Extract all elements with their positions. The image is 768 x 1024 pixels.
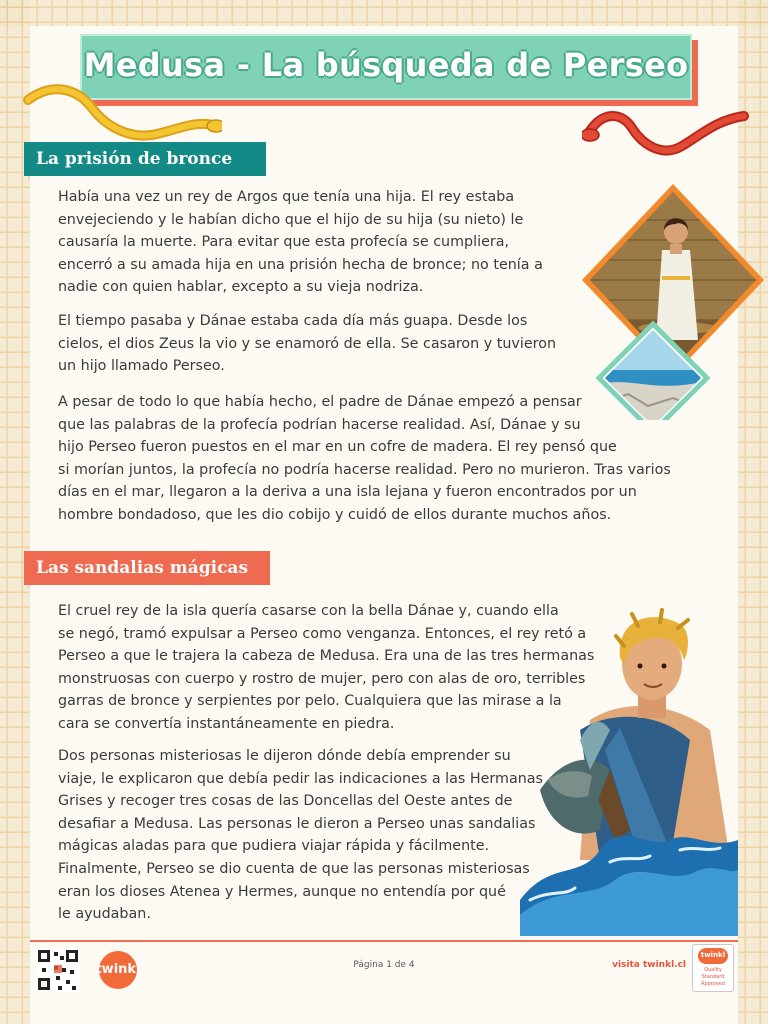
- greek-key-border-top: [0, 0, 768, 26]
- paragraph: Dos personas misteriosas le dijeron dónde debía emprender su viaje, le explicaron que debía pedir las indicaciones a las Hermanas Grises y recoger tres cosas de las Doncellas del Oeste antes de desafiar a Medusa. Las personas le dieron a Perseo unas sandalias mágicas aladas para que pudiera viajar rápida y fácilmente. Finalmente, Perseo se dio cuenta de que las personas misteriosas eran los dioses Atenea y Hermes, aunque no entendía por qué le ayudaban.: [58, 748, 543, 923]
- paragraph: A pesar de todo lo que había hecho, el padre de Dánae empezó a pensar que las palabras de la profecía podrían hacerse realidad. Así, Dánae y su hijo Perseo fueron puestos en el mar en un cofre de madera. El rey pensó que si morían juntos, la profecía no podría hacerse realidad. Pero no murieron. Tras varios días en el mar, llegaron a la deriva a una isla lejana y fueron encontrados por un hombre bondadoso, que les dio cobijo y cuidó de ellos durante muchos años.: [58, 394, 671, 523]
- page-title: Medusa - La búsqueda de Perseo: [83, 46, 689, 84]
- section-heading-bronze-prison: La prisión de bronce: [24, 142, 266, 176]
- footer-divider: [30, 940, 738, 942]
- badge-caption: Quality Standard Approved: [701, 967, 725, 987]
- paragraph: Había una vez un rey de Argos que tenía una hija. El rey estaba envejeciendo y le habían dicho que el hijo de su hija (su nieto) le causaría la muerte. Para evitar que esta profecía se cumpliera, encerró a su amada hija en una prisión hecha de bronce; no tenía a nadie con quien hablar, excepto a su vieja nodriza.: [58, 189, 543, 296]
- twinkl-logo-text: twinkl: [95, 962, 141, 977]
- qr-code-icon[interactable]: [36, 948, 80, 992]
- quality-badge: [692, 944, 734, 992]
- paragraph: El cruel rey de la isla quería casarse con la bella Dánae y, cuando ella se negó, tramó expulsar a Perseo como venganza. Entonces, el rey retó a Perseo a que le trajera la cabeza de Medusa. Era una de las tres hermanas monstruosas con cuerpo y rostro de mujer, pero con alas de oro, terribles garras de bronce y serpientes por pelo. Cualquiera que las mirase a la cara se convertía instantáneamente en piedra.: [58, 603, 595, 732]
- perseus-illustration: [520, 600, 738, 936]
- badge-logo-text: twinkl: [700, 951, 726, 959]
- yellow-snake-icon: [22, 80, 222, 150]
- visit-link[interactable]: visita twinkl.cl: [612, 960, 686, 970]
- danae-illustration: [578, 180, 768, 420]
- page-number: Página 1 de 4: [353, 960, 415, 970]
- red-snake-icon: [582, 98, 750, 168]
- section-heading-magic-sandals: Las sandalias mágicas: [24, 551, 270, 585]
- paragraph: El tiempo pasaba y Dánae estaba cada día más guapa. Desde los cielos, el dios Zeus la vio y se enamoró de ella. Se casaron y tuvieron un hijo llamado Perseo.: [58, 313, 557, 375]
